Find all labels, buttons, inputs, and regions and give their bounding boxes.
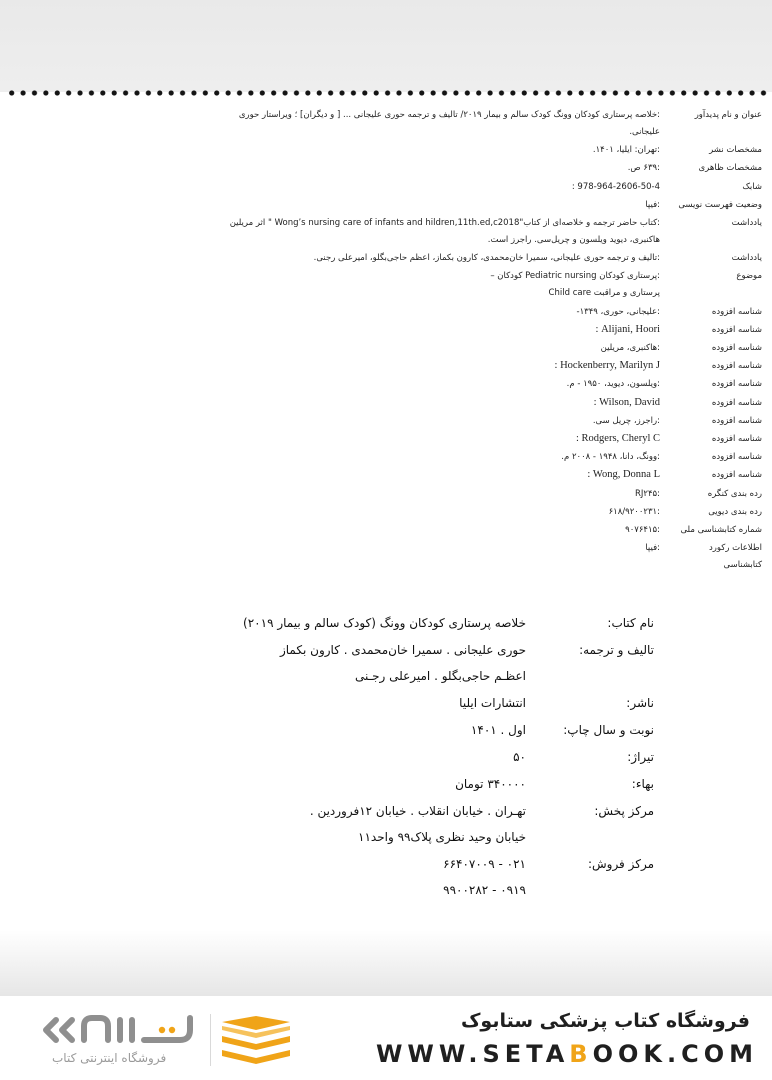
info-value: انتشارات ایلیا — [459, 696, 526, 710]
info-label: مرکز پخش: — [594, 804, 654, 818]
cip-value: 978-964-2606-50-4 : — [571, 181, 660, 192]
cip-value: :کتاب حاضر ترجمه و خلاصه‌ای از کتاب"Wong’s nursing care of infants and hildren,11th.ed,c2018 " اثر مریلین — [229, 218, 660, 228]
cip-value: :علیجانی، حوری، ۱۳۴۹- — [576, 306, 660, 317]
cip-label: مشخصات ظاهری — [698, 163, 762, 174]
cip-value: :۶۳۹ ص. — [627, 163, 660, 174]
info-value: تهـران . خیابان انقلاب . خیابان ۱۲فروردین . — [309, 804, 526, 818]
info-row — [134, 773, 654, 801]
cip-row — [102, 486, 762, 504]
cip-value: :فیپا — [645, 543, 660, 554]
url-accent-letter: B — [569, 1040, 593, 1068]
cip-label: یادداشت — [731, 253, 762, 264]
cip-row — [102, 322, 762, 340]
cip-label: شناسه افزوده — [711, 397, 762, 408]
cip-label: شناسه افزوده — [711, 415, 762, 426]
cip-value: :RJ۲۴۵ — [635, 488, 660, 499]
info-row-continued — [134, 665, 654, 693]
info-value: ۵۰ — [513, 750, 526, 764]
cip-value: :تهران: ایلیا، ۱۴۰۱. — [592, 145, 660, 156]
cip-row — [102, 197, 762, 215]
cip-value: :راجرز، چریل سی. — [592, 415, 660, 426]
cip-label: شناسه افزوده — [711, 361, 762, 372]
cip-row — [102, 449, 762, 467]
cip-row — [102, 142, 762, 160]
cip-value: Hockenberry, Marilyn J : — [554, 360, 660, 372]
cip-label: شابک — [742, 181, 762, 192]
cip-value-line2: علیجانی. — [629, 127, 660, 137]
cip-row — [102, 522, 762, 540]
cip-value-line2: هاکنبری، دیوید ویلسون و چریل‌سی. راجرز است. — [487, 235, 660, 245]
cip-label: رده بندی دیویی — [708, 506, 762, 517]
cip-row — [102, 179, 762, 197]
cip-value: Alijani, Hoori : — [595, 323, 660, 335]
cip-row — [102, 431, 762, 449]
cip-value: :۶۱۸/۹۲۰۰۲۳۱ — [608, 506, 660, 517]
info-label: نام کتاب: — [607, 616, 654, 630]
cip-label: شناسه افزوده — [711, 324, 762, 335]
info-row — [134, 692, 654, 720]
cip-label: عنوان و نام پدیدآور — [694, 110, 762, 120]
info-label: تالیف و ترجمه: — [579, 643, 654, 657]
info-value: حوری علیجانی . سمیرا خان‌محمدی . کارون بکماز — [279, 643, 526, 657]
info-value-line2: ۰۹۱۹ - ۹۹۰۰۲۸۲ — [443, 883, 526, 897]
cip-row — [102, 304, 762, 322]
cip-label: شناسه افزوده — [711, 379, 762, 390]
cip-row — [102, 376, 762, 394]
info-value: ۰۲۱ - ۶۶۴۰۷۰۰۹ — [443, 857, 526, 871]
cip-label-line2: کتابشناسی — [723, 560, 762, 571]
info-label: تیراژ: — [627, 750, 654, 764]
info-value-line2: خیابان وحید نظری پلاک۹۹ واحد۱۱ — [358, 830, 526, 844]
url-part-2: OOK.COM — [592, 1040, 758, 1068]
info-row — [134, 853, 654, 881]
info-row-continued — [134, 826, 654, 854]
cip-row — [102, 160, 762, 178]
cip-row — [102, 413, 762, 431]
cip-value: :۹۰۷۶۴۱۵ — [625, 525, 660, 535]
cip-label: وضعیت فهرست نویسی — [678, 199, 762, 210]
cip-row-continued — [102, 557, 762, 575]
cip-value: :خلاصه پرستاری کودکان وونگ کودک سالم و بیمار ۲۰۱۹/ تالیف و ترجمه حوری علیجانی ... [ و دیگران] ؛ ویراستار حوری — [238, 110, 660, 120]
info-row — [134, 639, 654, 667]
cip-row-continued — [102, 232, 662, 250]
info-row — [134, 746, 654, 774]
cip-value: :هاکنبری، مریلین — [600, 343, 660, 353]
cip-value: :فیپا — [645, 199, 660, 210]
cip-row — [102, 215, 762, 233]
cip-label: مشخصات نشر — [709, 145, 762, 156]
info-label: بهاء: — [631, 777, 654, 791]
cip-label: اطلاعات رکورد — [709, 543, 762, 554]
cip-row — [102, 540, 762, 558]
cip-value-line2: پرستاری و مراقبت Child care — [548, 288, 660, 299]
copyright-page — [0, 97, 772, 897]
top-gray-band — [0, 0, 772, 92]
store-banner — [0, 996, 772, 1080]
cip-label: موضوع — [736, 271, 762, 282]
cip-label: شناسه افزوده — [711, 306, 762, 317]
info-row — [134, 800, 654, 828]
cip-row — [102, 358, 762, 376]
cip-label: شناسه افزوده — [711, 343, 762, 353]
cip-row — [102, 107, 762, 125]
cip-value: :وونگ، دانا، ۱۹۴۸ - ۲۰۰۸ م. — [561, 452, 660, 463]
info-value: ۳۴۰۰۰۰ تومان — [455, 777, 526, 791]
store-url[interactable] — [376, 1040, 758, 1068]
info-label: مرکز فروش: — [587, 857, 654, 871]
cip-value: :تالیف و ترجمه حوری علیجانی، سمیرا خان‌محمدی، کارون بکماز، اعظم حاجی‌بگلو، امیرعلی رجنی. — [313, 253, 660, 264]
cip-label: رده بندی کنگره — [707, 488, 762, 499]
book-stack-icon — [216, 1014, 296, 1070]
cip-row — [102, 395, 762, 413]
cip-row-continued — [102, 285, 662, 303]
bottom-gray-fade — [0, 930, 772, 996]
cip-label: شماره کتابشناسی ملی — [680, 525, 762, 535]
cip-row — [102, 467, 762, 485]
url-part-1: WWW.SETA — [375, 1040, 570, 1068]
info-row-continued — [134, 879, 654, 907]
cip-row — [102, 504, 762, 522]
cip-label: شناسه افزوده — [711, 452, 762, 463]
cip-value: Rodgers, Cheryl C : — [576, 433, 660, 444]
dotted-separator — [6, 89, 772, 97]
info-row — [134, 719, 654, 747]
cip-value: :ویلسون، دیوید، ۱۹۵۰ - م. — [566, 379, 660, 390]
info-row — [134, 612, 654, 640]
cip-row — [102, 268, 762, 286]
logo-tagline: فروشگاه اینترنتی کتاب — [52, 1051, 167, 1065]
info-label: ناشر: — [626, 696, 654, 710]
cip-value: :پرستاری کودکان Pediatric nursing کودکان – — [490, 271, 660, 282]
info-value: خلاصه پرستاری کودکان وونگ (کودک سالم و بیمار ۲۰۱۹) — [243, 616, 526, 630]
cip-row — [102, 250, 762, 268]
info-label: نوبت و سال چاپ: — [563, 723, 654, 737]
cip-label: شناسه افزوده — [711, 434, 762, 444]
cip-row-continued — [102, 124, 662, 142]
cip-row — [102, 340, 762, 358]
info-value-line2: اعظـم حاجی‌بگلو . امیرعلی رجـنی — [354, 669, 526, 683]
store-name: فروشگاه کتاب پزشکی ستابوک — [460, 1010, 750, 1032]
info-value: اول . ۱۴۰۱ — [470, 723, 526, 737]
setabook-logo-icon — [40, 1010, 206, 1048]
cip-label: یادداشت — [731, 218, 762, 228]
cip-label: شناسه افزوده — [711, 470, 762, 481]
footer-divider — [210, 1014, 211, 1066]
cip-value: Wilson, David : — [593, 396, 660, 408]
cip-value: Wong, Donna L : — [587, 469, 660, 481]
